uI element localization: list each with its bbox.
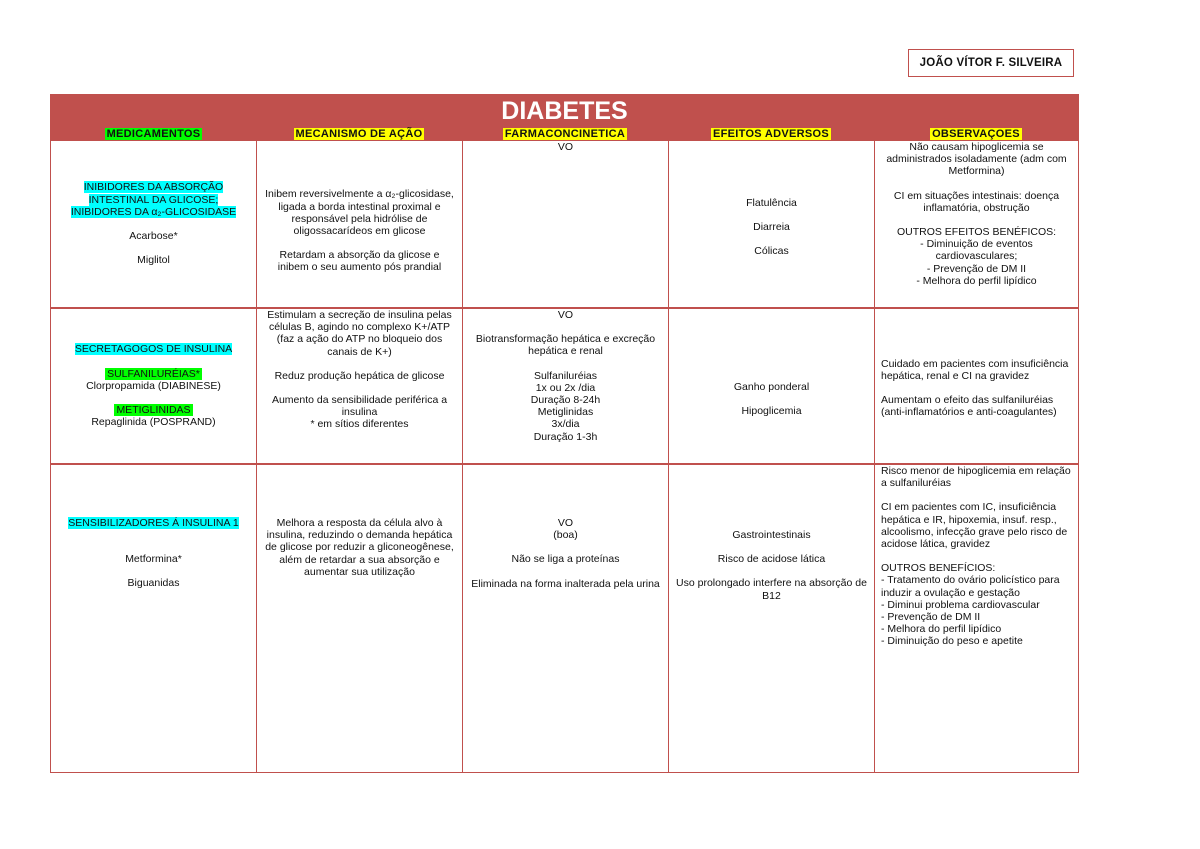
table-title: DIABETES (51, 95, 1078, 127)
row1-efeitos-adversos (669, 141, 874, 307)
drug-class-title: INIBIDORES DA ABSORÇÃO INTESTINAL DA GLICOSE; INIBIDORES DA α₂-GLICOSIDASE (70, 181, 237, 218)
mechanism-text: Retardam a absorção da glicose e inibem o seu aumento pós prandial (277, 249, 442, 274)
adverse-effect: Ganho ponderal (733, 380, 810, 393)
adverse-effect: Hipoglicemia (741, 405, 802, 417)
adverse-effect: Flatulência (746, 196, 797, 209)
observation-item: - Diminuição de eventos cardiovasculares; (920, 238, 1033, 263)
header-efeitos-adversos (668, 127, 874, 141)
observation-text: OUTROS EFEITOS BENÉFICOS: (896, 226, 1057, 239)
observation-text: Risco menor de hipoglicemia em relação a sulfaniluréias (881, 465, 1071, 490)
row1-farmacocinetica (463, 141, 668, 307)
row2-farmacocinetica (463, 309, 668, 463)
row3-efeitos-adversos (669, 465, 874, 770)
header-label: MEDICAMENTOS (106, 128, 201, 140)
row3-observacoes (875, 465, 1078, 770)
pk-text: 3x/dia (551, 418, 580, 431)
header-row (51, 127, 1078, 141)
drug-name: Biguanidas (127, 577, 180, 590)
drug-name: Miglitol (137, 254, 170, 267)
observation-item: - Prevenção de DM II (926, 262, 1027, 275)
header-label: FARMACONCINETICA (504, 128, 626, 140)
mechanism-text: Estimulam a secreção de insulina pelas células B, agindo no complexo K+/ATP (faz a ação do ATP no bloqueio dos canais de K+) (267, 309, 452, 358)
adverse-effect: Risco de acidose lática (717, 553, 826, 566)
row1-medicamentos (51, 141, 256, 307)
adverse-effect: Cólicas (754, 245, 789, 258)
adverse-effect: Uso prolongado interfere na absorção de B12 (676, 577, 867, 602)
row2-observacoes (875, 309, 1078, 463)
author-name: JOÃO VÍTOR F. SILVEIRA (919, 57, 1063, 69)
header-label: MECANISMO DE AÇÃO (295, 128, 423, 140)
header-label: OBSERVAÇOES (932, 128, 1020, 140)
row2-efeitos-adversos (669, 309, 874, 463)
observation-item: - Diminuição do peso e apetite (881, 635, 1023, 648)
diabetes-table (50, 94, 1079, 773)
observation-text: Não causam hipoglicemia se administrados isoladamente (adm com Metformina) (886, 141, 1067, 178)
row1-observacoes (875, 141, 1078, 307)
row2-mecanismo (257, 309, 462, 463)
mechanism-text: Reduz produção hepática de glicose (274, 369, 445, 382)
drug-name: Metformina* (125, 553, 182, 566)
observation-text: OUTROS BENEFÍCIOS: (881, 562, 996, 575)
observation-item: - Melhora do perfil lipídico (916, 274, 1037, 287)
row3-mecanismo (257, 465, 462, 770)
row2-medicamentos (51, 309, 256, 463)
pk-text: (boa) (553, 529, 578, 542)
pk-text: VO (557, 517, 574, 529)
pk-text: Metiglinidas (537, 406, 594, 419)
mechanism-text: Melhora a resposta da célula alvo à insulina, reduzindo o demanda hepática de glicose por reduzir a gliconeogênese, além de retardar a sua absorção e aumentar sua utilização (265, 517, 454, 578)
header-mecanismo (256, 127, 462, 141)
observation-item: - Tratamento do ovário policístico para induzir a ovulação e gestação (881, 574, 1060, 599)
pk-text: VO (557, 309, 574, 321)
observation-text: Cuidado em pacientes com insuficiência hepática, renal e CI na gravidez (881, 357, 1069, 382)
pk-text: 1x ou 2x /dia (535, 381, 596, 394)
table-body (51, 141, 1078, 772)
drug-subclass: SULFANILURÉIAS* (107, 367, 200, 380)
pk-text: Eliminada na forma inalterada pela urina (471, 577, 660, 590)
drug-name: Clorpropamida (DIABINESE) (86, 379, 221, 392)
author-name-box (908, 49, 1074, 77)
drug-subclass: METIGLINIDAS (116, 404, 191, 417)
row1-mecanismo (257, 141, 462, 307)
pk-text: Não se liga a proteínas (511, 553, 620, 566)
drug-name: Repaglinida (POSPRAND) (91, 416, 216, 429)
observation-text: CI em pacientes com IC, insuficiência hepática e IR, hipoxemia, insuf. resp., alcoolismo, infecção grave pelo risco de acidose lática, gravidez (881, 501, 1068, 551)
pk-text: VO (557, 141, 574, 153)
row3-medicamentos (51, 465, 256, 770)
header-medicamentos (51, 127, 256, 141)
observation-item: - Melhora do perfil lipídico (881, 623, 1002, 636)
drug-class-title: SECRETAGOGOS DE INSULINA (74, 343, 233, 356)
mechanism-text: Inibem reversivelmente a α₂-glicosidase, ligada a borda intestinal proximal e responsável pela hidrólise de oligossacarídeos em glicose (265, 188, 454, 237)
pk-text: Duração 8-24h (530, 394, 601, 407)
header-label: EFEITOS ADVERSOS (712, 128, 830, 140)
header-observacoes (874, 127, 1078, 141)
drug-name: Acarbose* (129, 230, 178, 243)
pk-text: Sulfaniluréias (533, 369, 598, 382)
mechanism-text: * em sítios diferentes (310, 418, 409, 431)
pk-text: Duração 1-3h (533, 430, 598, 443)
adverse-effect: Diarreia (753, 220, 790, 233)
observation-item: - Diminui problema cardiovascular (881, 598, 1040, 611)
mechanism-text: Aumento da sensibilidade periférica a insulina (271, 394, 448, 419)
adverse-effect: Gastrointestinais (732, 529, 811, 541)
drug-class-title: SENSIBILIZADORES Á INSULINA 1 (68, 517, 239, 529)
row3-farmacocinetica (463, 465, 668, 770)
observation-text: CI em situações intestinais: doença inflamatória, obstrução (893, 189, 1060, 214)
observation-item: - Prevenção de DM II (881, 611, 981, 624)
pk-text: Biotransformação hepática e excreção hepática e renal (475, 333, 656, 358)
header-farmacocinetica (462, 127, 668, 141)
observation-text: Aumentam o efeito das sulfaniluréias (anti-inflamatórios e anti-coagulantes) (881, 394, 1057, 419)
